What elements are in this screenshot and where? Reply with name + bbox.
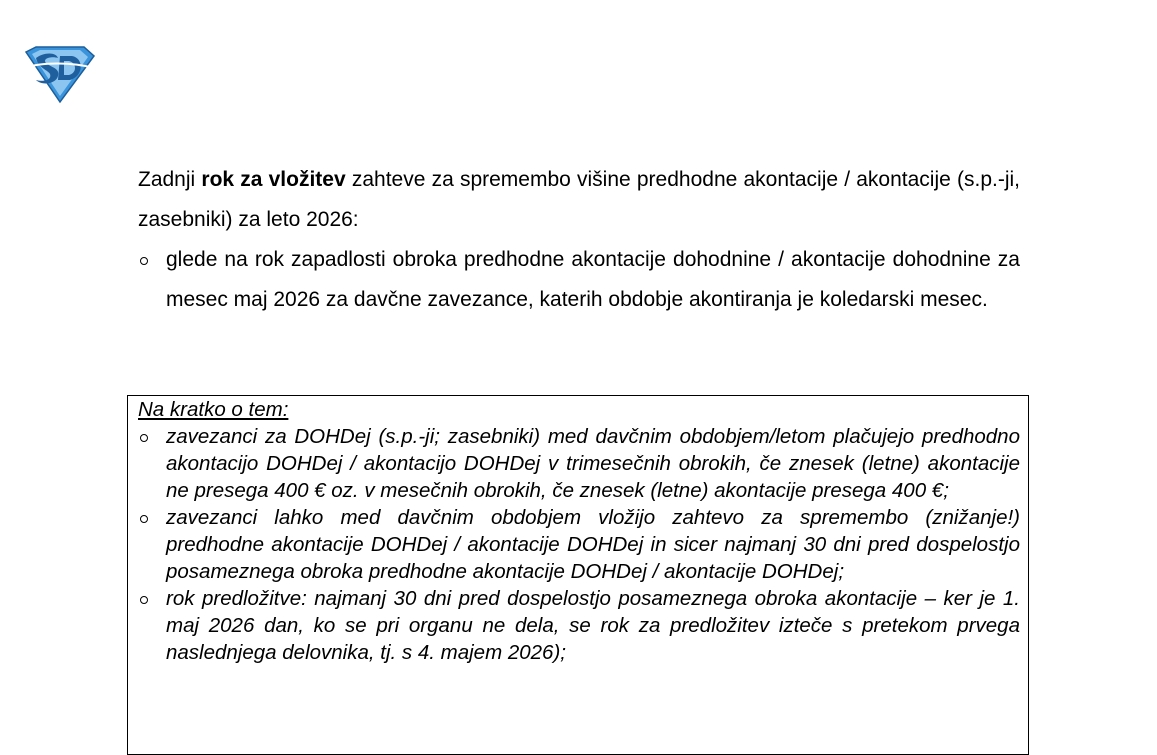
bullet-icon <box>140 515 148 523</box>
summary-list <box>138 423 1020 666</box>
bullet-icon <box>140 596 148 604</box>
intro-list <box>138 240 1020 320</box>
summary-box <box>127 395 1029 755</box>
summary-item-text: zavezanci lahko med davčnim obdobjem vložijo zahtevo za spremembo (znižanje!) predhodne akontacije DOHDej / akontacije DOHDej in sicer najmanj 30 dni pred dospelostjo posameznega obroka predhodne akontacije DOHDej / akontacije DOHDej; <box>166 506 1020 583</box>
summary-item-text: zavezanci za DOHDej (s.p.-ji; zasebniki) med davčnim obdobjem/letom plačujejo predhodno akontacijo DOHDej / akontacijo DOHDej v trimesečnih obrokih, če znesek (letne) akontacije ne presega 400 € oz. v mesečnih obrokih, če znesek (letne) akontacije presega 400 €; <box>166 425 1020 502</box>
list-item <box>138 423 1020 504</box>
company-logo <box>22 46 96 104</box>
intro-bullet-text: glede na rok zapadlosti obroka predhodne akontacije dohodnine / akontacije dohodnine za mesec maj 2026 za davčne zavezance, katerih obdobje akontiranja je koledarski mesec. <box>166 248 1020 311</box>
intro-prefix: Zadnji <box>138 168 202 191</box>
intro-suffix: zahteve za spremembo višine predhodne akontacije / akontacije (s.p.-ji, zasebniki) za leto 2026: <box>138 168 1020 231</box>
summary-item-text: rok predložitve: najmanj 30 dni pred dospelostjo posameznega obroka akontacije – ker je 1. maj 2026 dan, ko se pri organu ne dela, se rok za predložitev izteče s pretekom prvega naslednjega delovnika, tj. s 4. majem 2026); <box>166 587 1020 664</box>
bullet-icon <box>140 257 148 265</box>
box-title: Na kratko o tem: <box>138 398 289 421</box>
intro-section <box>138 160 1020 320</box>
list-item <box>138 585 1020 666</box>
intro-paragraph <box>138 160 1020 240</box>
list-item <box>138 240 1020 320</box>
sd-logo-icon <box>22 46 96 104</box>
bullet-icon <box>140 434 148 442</box>
list-item <box>138 504 1020 585</box>
intro-bold: rok za vložitev <box>201 168 346 191</box>
